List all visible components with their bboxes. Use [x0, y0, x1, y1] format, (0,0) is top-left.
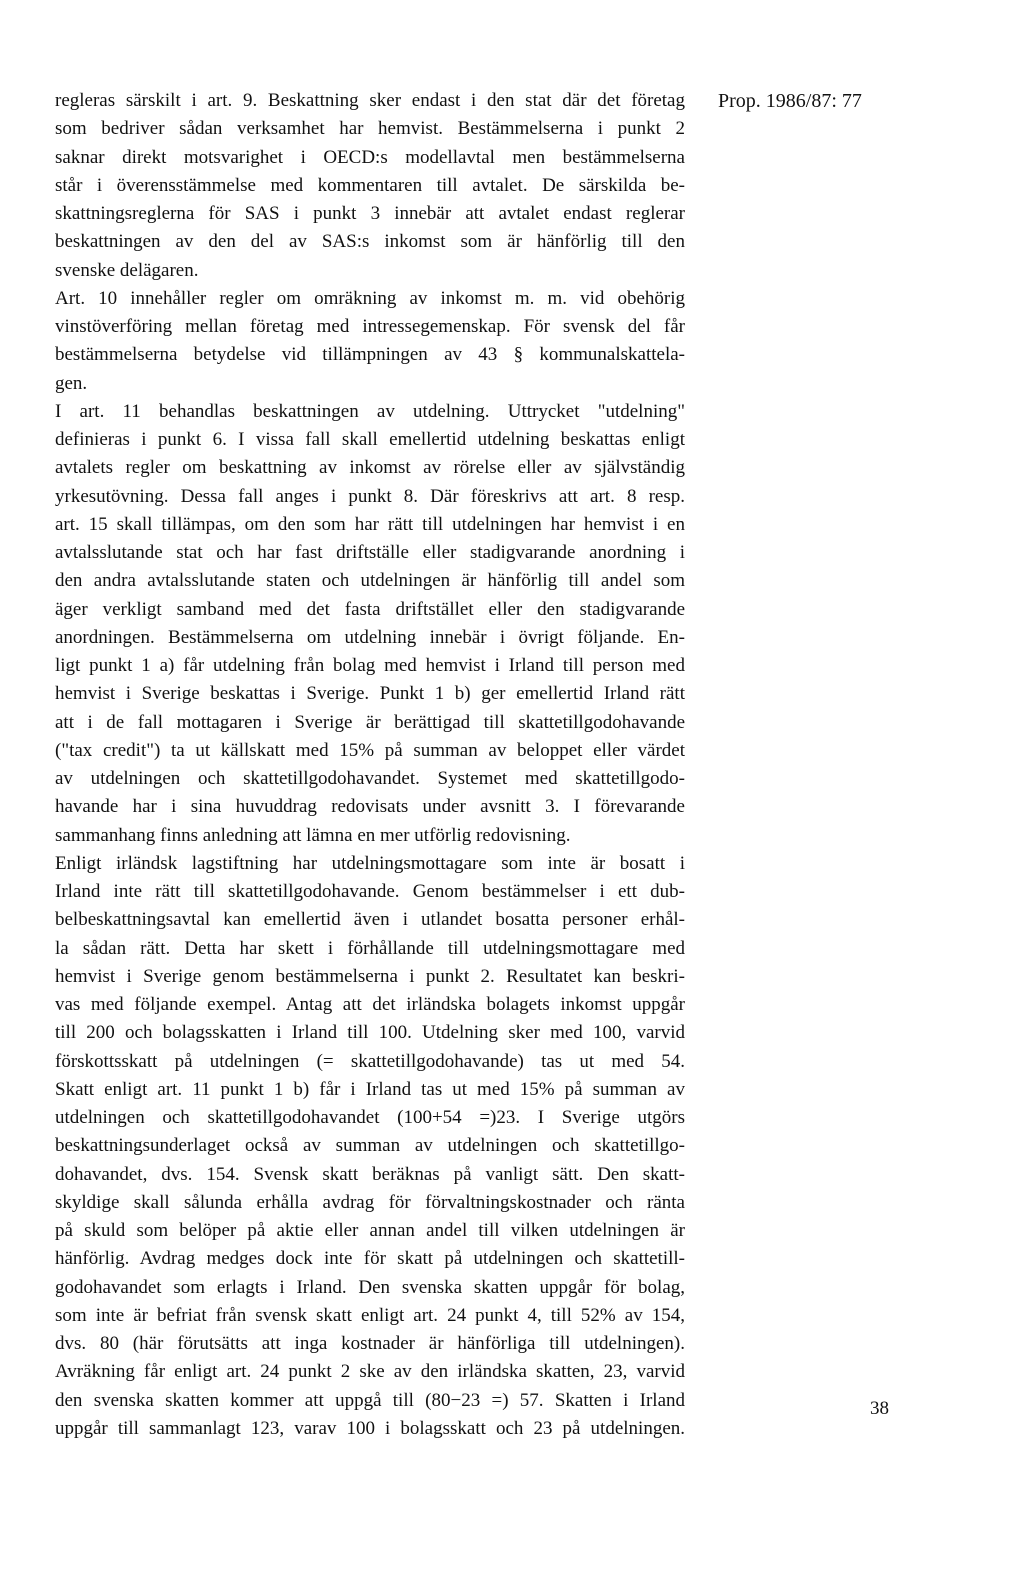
text-line: ligt punkt 1 a) får utdelning från bolag med hemvist i Irland till person med — [55, 655, 685, 676]
text-line: regleras särskilt i art. 9. Beskattning sker endast i den stat där det företag — [55, 90, 685, 111]
text-line: utdelningen och skattetillgodohavandet (100+54 =)23. I Sverige utgörs — [55, 1107, 685, 1128]
text-line: skattningsreglerna för SAS i punkt 3 innebär att avtalet endast reglerar — [55, 203, 685, 224]
text-line: gen. — [55, 372, 88, 394]
text-line: belbeskattningsavtal kan emellertid även i utlandet bosatta personer erhål- — [55, 909, 685, 931]
text-line: avtalets regler om beskattning av inkomst av rörelse eller av självständig — [55, 457, 685, 479]
text-line: havande har i sina huvuddrag redovisats under avsnitt 3. I förevarande — [55, 796, 685, 818]
page-number: 38 — [870, 1398, 889, 1419]
text-line: den andra avtalsslutande staten och utdelningen är hänförlig till andel som — [55, 570, 685, 592]
text-line: som inte är befriat från svensk skatt enligt art. 24 punkt 4, till 52% av 154, — [55, 1304, 685, 1326]
text-line: förskottsskatt på utdelningen (= skattetillgodohavande) tas ut med 54. — [55, 1050, 685, 1072]
text-line: Skatt enligt art. 11 punkt 1 b) får i Irland tas ut med 15% på summan av — [55, 1078, 685, 1100]
text-line: står i överensstämmelse med kommentaren till avtalet. De särskilda be- — [55, 174, 685, 196]
text-line: till 200 och bolagsskatten i Irland till 100. Utdelning sker med 100, varvid — [55, 1022, 685, 1044]
text-line: godohavandet som erlagts i Irland. Den svenska skatten uppgår för bolag, — [55, 1276, 685, 1298]
text-line: avtalsslutande stat och har fast driftställe eller stadigvarande anordning i — [55, 542, 685, 563]
text-line: svenske delägaren. — [55, 259, 199, 281]
text-line: uppgår till sammanlagt 123, varav 100 i bolagsskatt och 23 på utdelningen. — [55, 1417, 685, 1439]
text-line: äger verkligt samband med det fasta driftstället eller den stadigvarande — [55, 598, 685, 620]
text-line: yrkesutövning. Dessa fall anges i punkt 8. Där föreskrivs att art. 8 resp. — [55, 485, 685, 507]
text-line: definieras i punkt 6. I vissa fall skall emellertid utdelning beskattas enligt — [55, 429, 685, 450]
text-line: dvs. 80 (här förutsätts att inga kostnader är hänförliga till utdelningen). — [55, 1333, 685, 1354]
text-line: hänförlig. Avdrag medges dock inte för skatt på utdelningen och skattetill- — [55, 1248, 685, 1270]
text-line: bestämmelserna betydelse vid tillämpningen av 43 § kommunalskattela- — [55, 344, 685, 366]
text-line: som bedriver sådan verksamhet har hemvist. Bestämmelserna i punkt 2 — [55, 118, 685, 140]
text-line: saknar direkt motsvarighet i OECD:s modellavtal men bestämmelserna — [55, 146, 685, 168]
text-line: I art. 11 behandlas beskattningen av utdelning. Uttrycket "utdelning" — [55, 400, 685, 422]
text-line: att i de fall mottagaren i Sverige är berättigad till skattetillgodohavande — [55, 711, 685, 733]
text-line: på skuld som belöper på aktie eller annan andel till vilken utdelningen är — [55, 1220, 685, 1241]
text-line: hemvist i Sverige genom bestämmelserna i punkt 2. Resultatet kan beskri- — [55, 965, 685, 987]
body-text — [55, 87, 685, 1443]
text-line: hemvist i Sverige beskattas i Sverige. Punkt 1 b) ger emellertid Irland rätt — [55, 683, 685, 705]
text-line: Avräkning får enligt art. 24 punkt 2 ske av den irländska skatten, 23, varvid — [55, 1361, 685, 1383]
text-line: dohavandet, dvs. 154. Svensk skatt beräknas på vanligt sätt. Den skatt- — [55, 1163, 685, 1185]
text-line: ("tax credit") ta ut källskatt med 15% på summan av beloppet eller värdet — [55, 739, 685, 761]
text-line: Irland inte rätt till skattetillgodohavande. Genom bestämmelser i ett dub- — [55, 881, 685, 902]
text-line: sammanhang finns anledning att lämna en mer utförlig redovisning. — [55, 824, 571, 846]
text-line: beskattningsunderlaget också av summan av utdelningen och skattetillgo- — [55, 1135, 685, 1157]
text-line: Art. 10 innehåller regler om omräkning av inkomst m. m. vid obehörig — [55, 287, 685, 309]
text-line: la sådan rätt. Detta har skett i förhållande till utdelningsmottagare med — [55, 937, 685, 959]
text-line: anordningen. Bestämmelserna om utdelning innebär i övrigt följande. En- — [55, 626, 685, 648]
text-line: vas med följande exempel. Antag att det irländska bolagets inkomst uppgår — [55, 994, 685, 1015]
text-line: beskattningen av den del av SAS:s inkomst som är hänförlig till den — [55, 231, 685, 253]
text-line: av utdelningen och skattetillgodohavandet. Systemet med skattetillgodo- — [55, 768, 685, 789]
text-line: skyldige skall sålunda erhålla avdrag för förvaltningskostnader och ränta — [55, 1191, 685, 1213]
running-header: Prop. 1986/87: 77 — [718, 90, 862, 112]
text-line: vinstöverföring mellan företag med intressegemenskap. För svensk del får — [55, 316, 685, 337]
text-line: Enligt irländsk lagstiftning har utdelningsmottagare som inte är bosatt i — [55, 852, 685, 874]
text-line: den svenska skatten kommer att uppgå till (80−23 =) 57. Skatten i Irland — [55, 1389, 685, 1411]
text-line: art. 15 skall tillämpas, om den som har rätt till utdelningen har hemvist i en — [55, 513, 685, 535]
